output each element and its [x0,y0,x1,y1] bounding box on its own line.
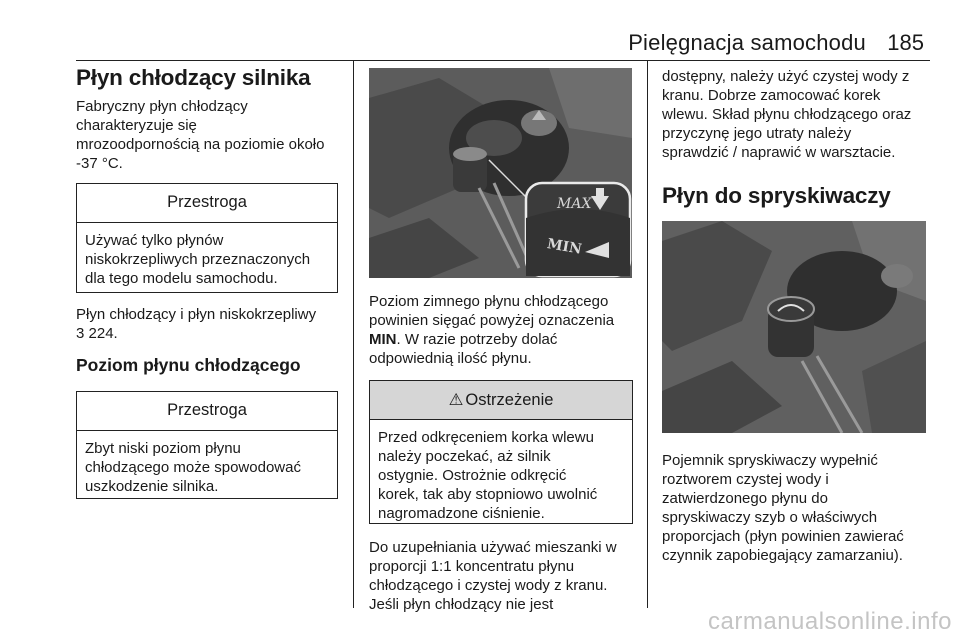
page-number: 185 [887,30,924,55]
caution-title: Przestroga [77,392,337,431]
caution-box-2 [76,391,338,499]
caution-title: Przestroga [77,184,337,223]
coolant-reservoir-illustration [369,68,632,278]
warning-title: Ostrzeżenie [465,390,554,409]
warning-triangle-icon: ⚠ [448,391,464,409]
section-title: Pielęgnacja samochodu [628,30,866,55]
warning-text: Przed odkręceniem korka wlewu należy poczekać, aż silnik ostygnie. Ostrożnie odkręcić korek, tak aby stopniowo uwolnić nagromadzone ciśnienie. [378,429,598,522]
coolant-level-text: Poziom zimnego płynu chłodzącego powinien sięgać powyżej oznaczenia MIN. W razie potrzeby dolać odpowiednią ilość płynu. [369,293,615,367]
warning-box [369,380,633,524]
caution-box-1 [76,183,338,293]
warning-header [370,381,632,420]
min-mark: MIN [545,236,583,258]
cross-reference: Płyn chłodzący i płyn niskokrzepliwy 3 224. [76,305,317,342]
coolant-continued-text: dostępny, należy użyć czystej wody z kranu. Dobrze zamocować korek wlewu. Skład płynu chłodzącego oraz przyczynę jego utraty należy sprawdzić / naprawić w warsztacie. [662,68,912,161]
min-label: MIN [369,331,397,348]
mixing-text: Do uzupełniania używać mieszanki w proporcji 1:1 koncentratu płynu chłodzącego i czystej wody z kranu. Jeśli płyn chłodzący nie jest [369,539,617,613]
caution-text: Zbyt niski poziom płynu chłodzącego może spowodować uszkodzenie silnika. [85,439,301,495]
coolant-intro: Fabryczny płyn chłodzący charakteryzuje się mrozoodpornością na poziomie około -37 °C. [76,97,325,172]
washer-reservoir-image [662,221,926,433]
column-3 [662,60,930,565]
column-1 [76,60,338,499]
watermark: carmanualsonline.info [708,608,952,635]
washer-reservoir-illustration [662,221,926,433]
coolant-reservoir-image [369,68,632,278]
page-header [76,30,930,60]
page-ref-link[interactable]: 224. [88,324,118,342]
max-mark: MAX [557,196,592,212]
washer-fluid-text: Pojemnik spryskiwaczy wypełnić roztworem czystej wody i zatwierdzonego płynu do spryskiwaczy szyb o właściwych proporcjach (płyn powinien zawierać czynnik zapobiegający zamarzaniu). [662,451,904,564]
column-2 [369,60,633,614]
caution-text: Używać tylko płynów niskokrzepliwych przeznaczonych dla tego modelu samochodu. [85,231,311,287]
page-ref-arrow-icon: 3 [76,324,85,342]
coolant-level-heading: Poziom płynu chłodzącego [76,354,301,375]
washer-fluid-heading: Płyn do spryskiwaczy [662,183,891,208]
column-divider-1 [353,60,354,608]
coolant-heading: Płyn chłodzący silnika [76,65,311,90]
column-divider-2 [647,60,648,608]
